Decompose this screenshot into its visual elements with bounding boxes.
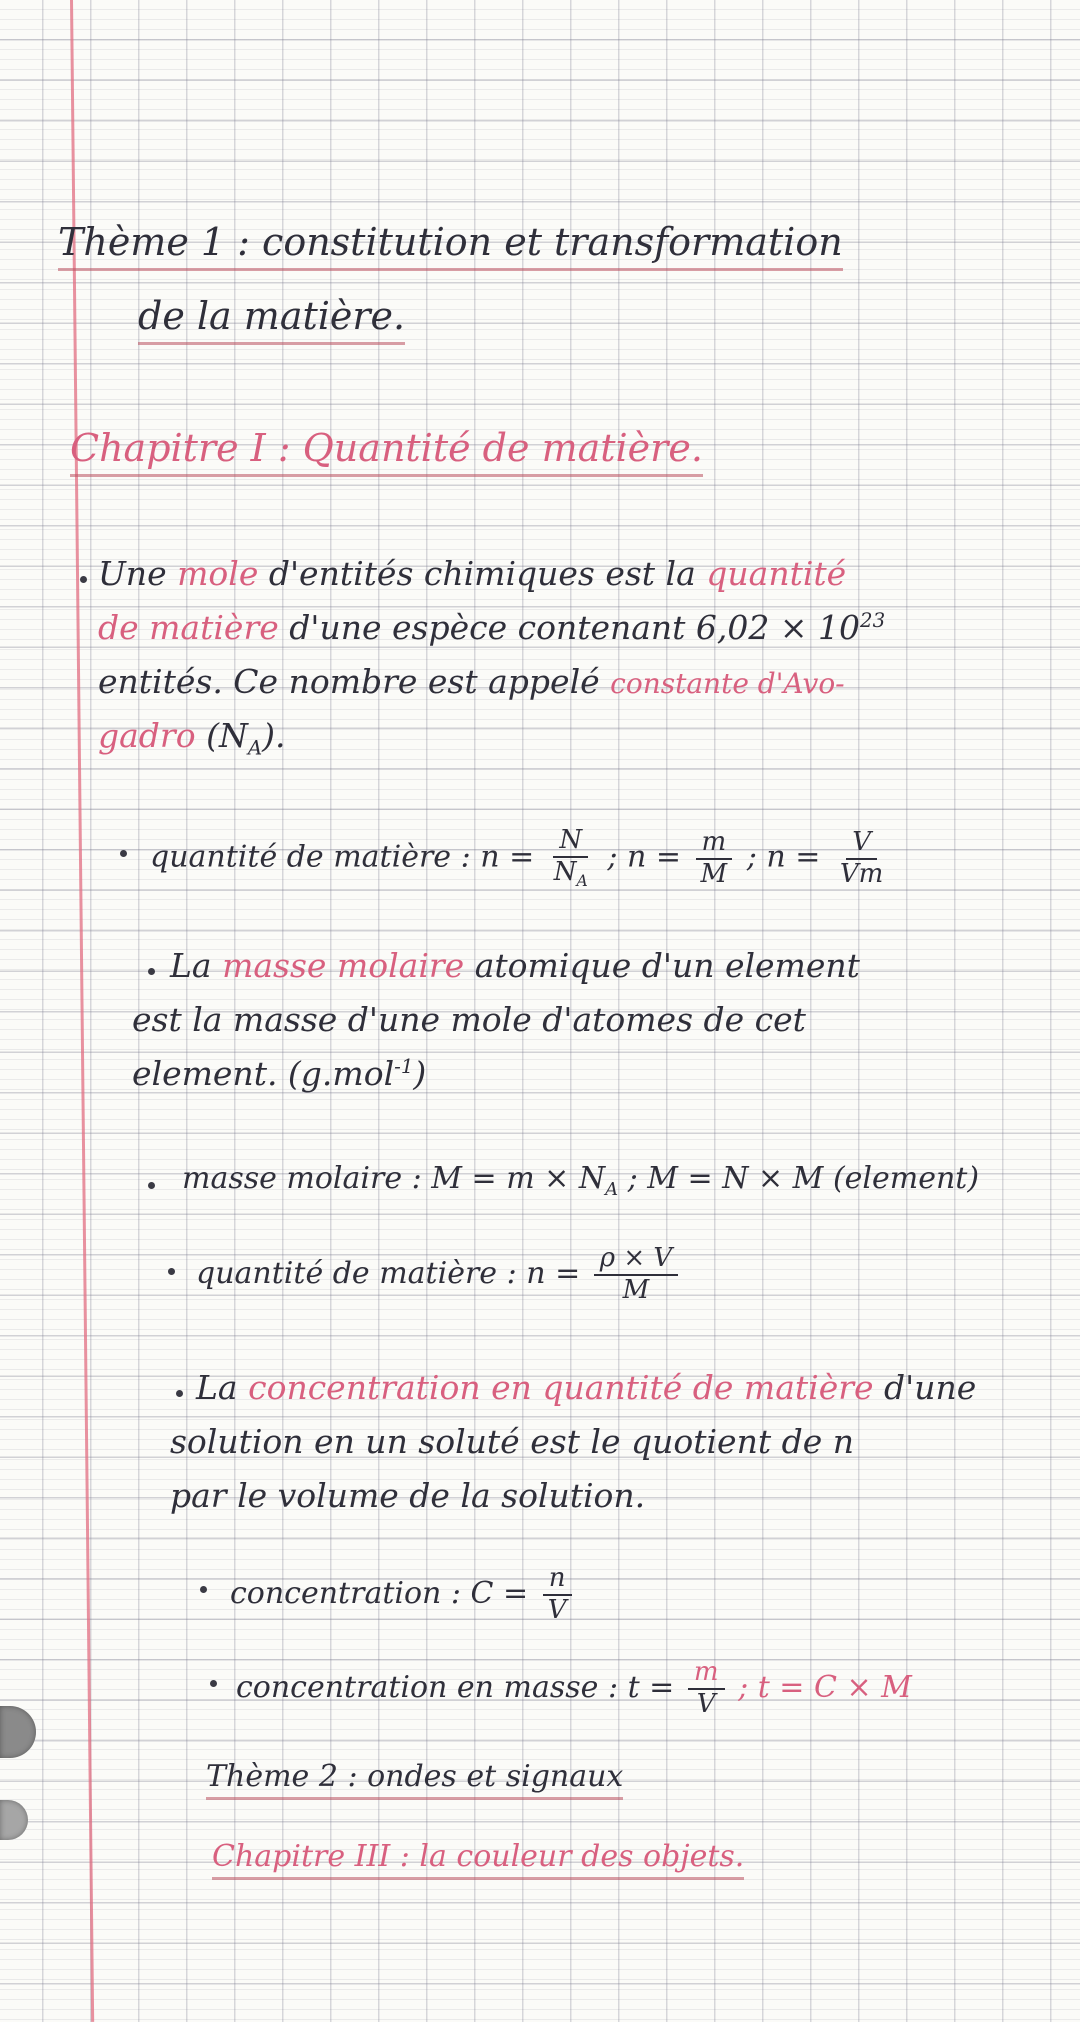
theme1-title-line2: de la matière. — [138, 296, 405, 345]
bullet — [168, 1268, 175, 1275]
chapter1-title: Chapitre I : Quantité de matière. — [70, 428, 703, 477]
bullet — [120, 850, 127, 857]
molar-mass-def-line1: La masse molaire atomique d'un element — [170, 946, 860, 985]
fraction-v-over-vm: $\frac{V}{Vm}$ — [839, 826, 884, 889]
fraction-m-over-M: $\frac{m}{M}$ — [695, 828, 734, 890]
bullet — [148, 1182, 155, 1189]
concentration-def-line2: solution en un soluté est le quotient de n — [170, 1422, 854, 1461]
bullet — [148, 968, 155, 975]
fraction-n-over-v: $\frac{n}{V}$ — [542, 1564, 573, 1626]
mole-def-line2: de matière d'une espèce contenant $6,02 \times 10^{23}$ — [98, 608, 886, 647]
fraction-rho-v-over-M: $\frac{\rho \times V}{M}$ — [594, 1244, 678, 1306]
formula-quantity-density: quantité de matière : n = $\frac{\rho \times V}{M}$ — [196, 1244, 682, 1306]
bullet — [210, 1680, 217, 1687]
binder-hole — [0, 1800, 28, 1840]
formula-quantity: quantité de matière : n = $\frac{N}{N_A}$ ; n = $\frac{m}{M}$ ; n = $\frac{V}{Vm}$ — [150, 826, 893, 891]
formula-molar-mass: masse molaire : $M = m \times N_A$ ; M = N × M (element) — [182, 1161, 980, 1200]
concentration-def-line1: La concentration en quantité de matière d'une — [196, 1368, 977, 1407]
bullet — [200, 1586, 207, 1593]
fraction-n-over-na: $\frac{N}{N_A}$ — [553, 825, 588, 891]
molar-mass-def-line2: est la masse d'une mole d'atomes de cet — [132, 1000, 806, 1039]
concentration-def-line3: par le volume de la solution. — [170, 1476, 646, 1515]
theme2-title: Thème 2 : ondes et signaux — [206, 1760, 623, 1800]
formula-mass-concentration: concentration en masse : t = $\frac{m}{V}$ ; t = C × M — [236, 1657, 912, 1719]
mole-def-line4: gadro $(N_A)$. — [98, 716, 286, 760]
chapter3-title: Chapitre III : la couleur des objets. — [212, 1840, 744, 1880]
bullet — [80, 576, 87, 583]
fraction-m-over-v: $\frac{m}{V}$ — [688, 1658, 725, 1720]
theme1-title-line1: Thème 1 : constitution et transformation — [58, 222, 843, 271]
binder-hole — [0, 1706, 36, 1758]
bullet — [176, 1390, 183, 1397]
formula-concentration: concentration : C = $\frac{n}{V}$ — [230, 1564, 577, 1626]
molar-mass-def-line3: element. (g.mol$^{-1}$) — [132, 1054, 427, 1093]
margin-line — [70, 0, 94, 2022]
mole-def-line1: Une mole d'entités chimiques est la quantité — [98, 554, 847, 593]
mole-def-line3: entités. Ce nombre est appelé constante d'Avo- — [98, 662, 845, 701]
